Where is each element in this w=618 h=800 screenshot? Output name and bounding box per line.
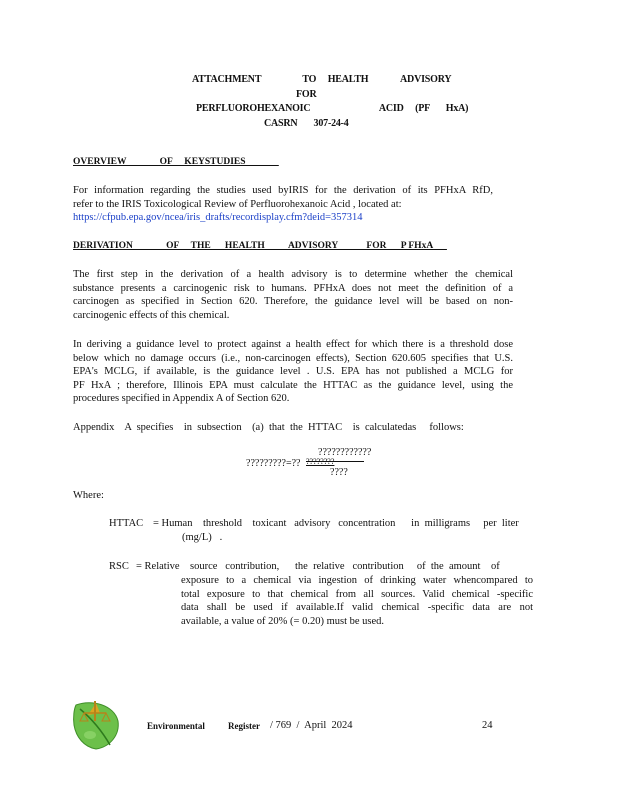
httac-definition-line-1: = Human threshold toxicant advisory concentration in milligrams per liter [153, 518, 519, 529]
page-number: 24 [482, 720, 493, 731]
derivation-paragraph-2 [73, 338, 513, 406]
rsc-definition-line-1: = Relative source contribution, the relative contribution of the amount of [136, 561, 500, 572]
fraction-bar [306, 461, 364, 462]
overview-paragraph [73, 184, 493, 225]
rsc-line-3: total exposure to that chemical from all sources. Valid chemical -specific [181, 588, 533, 600]
para2-line-5: procedures specified in Appendix A of Section 620. [73, 393, 290, 405]
title-line-2: FOR [296, 89, 317, 100]
para1-line-4: carcinogenic effects of this chemical. [73, 309, 230, 321]
overview-heading: OVERVIEW OF KEYSTUDIES [73, 157, 279, 167]
para2-line-2: below which no damage occurs (i.e., non-carcinogen effects), Section 620.605 specifies that U.S. [73, 352, 513, 364]
rsc-definition-body [181, 574, 533, 628]
environmental-register-logo [70, 695, 122, 751]
title-line-1: ATTACHMENT TO HEALTH ADVISORY [192, 74, 452, 85]
where-label: Where: [73, 490, 104, 501]
formula-denominator: ???? [330, 467, 348, 478]
derivation-paragraph-3: Appendix A specifies in subsection (a) that the HTTAC is calculatedas follows: [73, 422, 464, 433]
rsc-line-5: available, a value of 20% (= 0.20) must be used. [181, 615, 385, 627]
derivation-paragraph-1 [73, 268, 513, 322]
formula-numerator: ???????????? [318, 447, 372, 458]
para2-line-4: PF HxA ; therefore, Illinois EPA must calculate the HTTAC as the guidance level, using the [73, 379, 513, 391]
para1-line-2: substance presents a carcinogenic risk to humans. PFHxA does not meet the definition of a [73, 282, 513, 294]
title-line-4: CASRN 307-24-4 [264, 118, 349, 129]
leaf-logo-icon [70, 695, 122, 751]
footer-register: Register [228, 721, 260, 731]
rsc-line-2: exposure to a chemical via ingestion of drinking water whencompared to [181, 575, 533, 586]
title-line-3: PERFLUOROHEXANOIC ACID (PF HxA) [196, 103, 469, 114]
overview-line-2: refer to the IRIS Toxicological Review of Perfluorohexanoic Acid , located at: [73, 198, 402, 210]
rsc-line-4: data shall be used if available.If valid chemical -specific data are not [181, 602, 533, 614]
httac-term: HTTAC [109, 518, 144, 529]
para1-line-3: carcinogen as specified in Section 620. Therefore, the guidance level will be based on non- [73, 296, 513, 308]
iris-link[interactable]: https://cfpub.epa.gov/ncea/iris_drafts/recordisplay.cfm?deid=357314 [73, 212, 363, 224]
para1-line-1: The first step in the derivation of a health advisory is to determine whether the chemical [73, 269, 513, 280]
para2-line-1: In deriving a guidance level to protect against a health effect for which there is a threshold dose [73, 339, 513, 350]
httac-definition-line-2: (mg/L) . [182, 532, 223, 543]
derivation-heading: DERIVATION OF THE HEALTH ADVISORY FOR P FHxA [73, 241, 447, 251]
formula-lhs: ?????????=?? [246, 458, 301, 469]
footer-issue: / 769 / April 2024 [270, 720, 353, 731]
overview-line-1: For information regarding the studies used byIRIS for the derivation of its PFHxA RfD, [73, 185, 493, 196]
footer-environmental: Environmental [147, 721, 205, 731]
rsc-term: RSC [109, 561, 129, 572]
para2-line-3: EPA's MCLG, if available, is the guidance level . U.S. EPA has not published a MCLG for [73, 366, 513, 378]
